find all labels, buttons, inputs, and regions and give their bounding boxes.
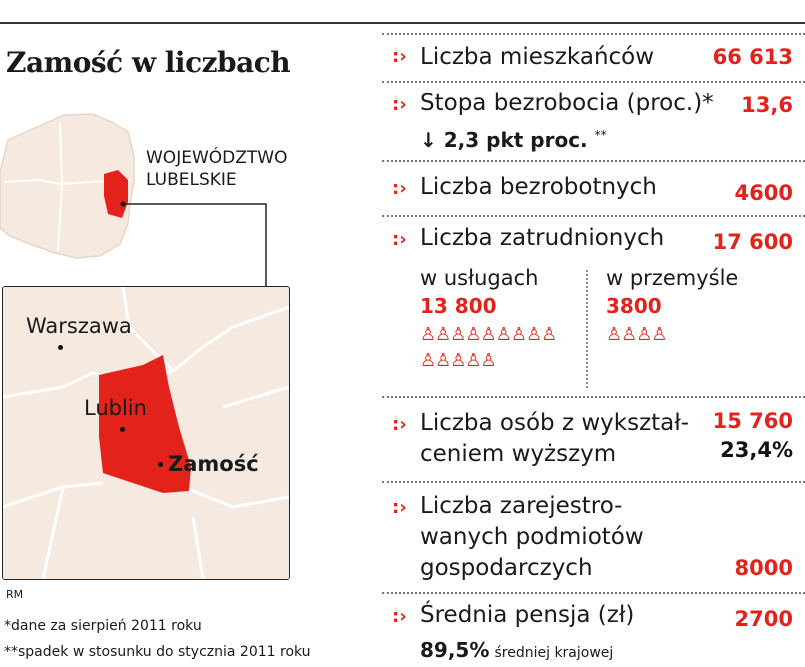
bullet-icon: :› (392, 414, 407, 435)
services-label: w usługach (420, 266, 539, 290)
industry-people-icon: ♙♙♙♙ (606, 324, 667, 345)
separator (382, 81, 805, 83)
separator (382, 396, 805, 398)
businesses-label-1: Liczba zarejestro- (420, 493, 623, 519)
separator (382, 481, 805, 483)
businesses-label-3: gospodarczych (420, 555, 593, 581)
column-divider (586, 270, 588, 388)
footnote-2: **spadek w stosunku do stycznia 2011 roku (4, 644, 311, 660)
salary-value: 2700 (734, 607, 793, 631)
higher-education-label-1: Liczba osób z wykształ- (420, 410, 690, 436)
unemployed-label: Liczba bezrobotnych (420, 174, 657, 200)
unemployment-rate-label: Stopa bezrobocia (proc.)* (420, 90, 714, 116)
industry-value: 3800 (606, 294, 662, 318)
region-label: WOJEWÓDZTWO LUBELSKIE (146, 148, 288, 190)
salary-label: Średnia pensja (zł) (420, 602, 635, 628)
services-value: 13 800 (420, 294, 497, 318)
businesses-value: 8000 (734, 556, 793, 580)
employed-label: Liczba zatrudnionych (420, 225, 665, 251)
higher-education-percent: 23,4% (720, 438, 793, 462)
unemployment-rate-value: 13,6 (741, 93, 793, 117)
bullet-icon: :› (392, 178, 407, 199)
city-zamosc: Zamość (168, 452, 259, 476)
residents-label: Liczba mieszkańców (420, 44, 655, 70)
bullet-icon: :› (392, 94, 407, 115)
bullet-icon: :› (392, 497, 407, 518)
residents-value: 66 613 (712, 45, 793, 69)
connector-line (120, 198, 270, 288)
city-warszawa: Warszawa (26, 314, 132, 338)
higher-education-value: 15 760 (712, 409, 793, 433)
arrow-down-icon: ↓ (420, 128, 437, 152)
higher-education-label-2: ceniem wyższym (420, 441, 617, 467)
businesses-label-2: wanych podmiotów (420, 524, 644, 550)
services-people-icon: ♙♙♙♙♙♙♙♙♙ (420, 324, 557, 345)
lublin-dot (120, 427, 125, 432)
unemployed-value: 4600 (734, 181, 793, 205)
services-people-icon-row2: ♙♙♙♙♙ (420, 350, 496, 371)
employed-value: 17 600 (712, 230, 793, 254)
separator (382, 592, 805, 594)
warszawa-dot (58, 345, 63, 350)
industry-label: w przemyśle (606, 266, 739, 290)
bullet-icon: :› (392, 229, 407, 250)
separator (382, 160, 805, 162)
credit: RM (6, 588, 24, 601)
bullet-icon: :› (392, 606, 407, 627)
zamosc-dot (158, 462, 163, 467)
footnote-1: *dane za sierpień 2011 roku (4, 618, 202, 634)
salary-percent-row: 89,5% średniej krajowej (420, 638, 614, 662)
top-rule (0, 22, 805, 24)
unemployment-change: ↓ 2,3 pkt proc. ** (420, 128, 607, 152)
city-lublin: Lublin (84, 396, 147, 420)
separator (382, 33, 805, 35)
separator (382, 215, 805, 217)
bullet-icon: :› (392, 46, 407, 67)
page-title: Zamość w liczbach (6, 46, 291, 79)
